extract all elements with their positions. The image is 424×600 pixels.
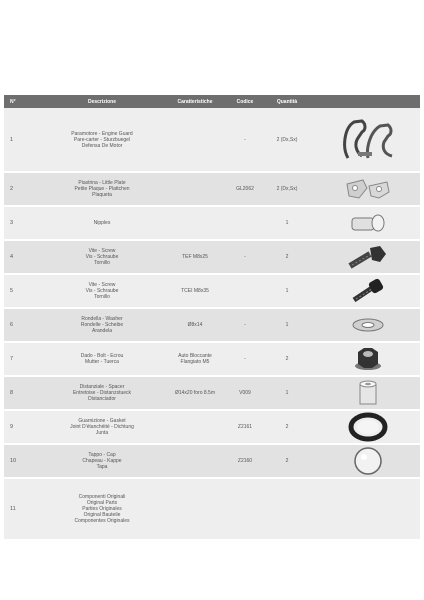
screw-icon bbox=[316, 241, 420, 273]
little-plate-icon bbox=[316, 173, 420, 205]
parts-table bbox=[4, 95, 420, 541]
table-row bbox=[4, 241, 420, 275]
row-number: 2 bbox=[10, 186, 14, 192]
row-number: 5 bbox=[10, 288, 14, 294]
washer-icon bbox=[316, 309, 420, 341]
row-description: Nipples bbox=[93, 220, 111, 226]
row-characteristics: Ø14x20 foro 8.5m bbox=[174, 390, 216, 396]
empty-image-cell bbox=[316, 479, 420, 539]
row-code: Z2160 bbox=[237, 458, 253, 464]
table-row bbox=[4, 207, 420, 241]
row-quantity: 2 (Dx,Sx) bbox=[276, 186, 298, 192]
row-quantity: 2 bbox=[285, 458, 289, 464]
row-characteristics: TEF M8x25 bbox=[182, 254, 208, 260]
row-quantity: 2 (Dx,Sx) bbox=[276, 136, 298, 143]
row-quantity: 2 bbox=[285, 424, 289, 430]
row-code: - bbox=[244, 136, 246, 143]
table-row bbox=[4, 275, 420, 309]
row-description: Guarnizione - Gasket Joint D'étanchéité - Dichtung Junta bbox=[70, 418, 134, 436]
row-description: Dado - Bolt - Ecrou Mutter - Tuerca bbox=[80, 353, 124, 365]
row-characteristics: Auto Bloccante Flangiato M5 bbox=[178, 353, 212, 365]
row-quantity: 2 bbox=[285, 356, 289, 362]
row-number: 7 bbox=[10, 356, 14, 362]
row-quantity: 1 bbox=[285, 390, 289, 396]
row-description: Vite - Screw Vis - Schraube Tornillo bbox=[85, 248, 119, 266]
row-description: Piastrina - Little Plate Petite Plaque - Plattchen Plaqueta bbox=[74, 180, 130, 198]
row-code: - bbox=[244, 322, 246, 328]
header-number: N° bbox=[10, 98, 16, 105]
header-characteristics: Caratteristiche bbox=[177, 98, 213, 105]
row-code: V009 bbox=[239, 390, 251, 396]
cap-icon bbox=[316, 445, 420, 477]
row-number: 6 bbox=[10, 322, 14, 328]
row-code: Z2161 bbox=[237, 424, 253, 430]
row-number: 1 bbox=[10, 136, 14, 143]
nipple-icon bbox=[316, 207, 420, 239]
row-number: 3 bbox=[10, 220, 14, 226]
row-description: Rondella - Washer Rondelle - Scheibe Arandela bbox=[80, 316, 124, 334]
table-row bbox=[4, 343, 420, 377]
row-number: 11 bbox=[10, 506, 16, 512]
table-row bbox=[4, 309, 420, 343]
row-code: - bbox=[244, 356, 246, 362]
row-description: Componenti Originali Original Parts Parties Originales Original Bauteile Componentes Originales bbox=[74, 494, 130, 524]
table-row bbox=[4, 173, 420, 207]
table-row bbox=[4, 377, 420, 411]
header-description: Descrizione bbox=[87, 98, 117, 105]
row-quantity: 1 bbox=[285, 220, 289, 226]
engine-guard-icon bbox=[316, 108, 420, 171]
row-number: 4 bbox=[10, 254, 14, 260]
header-quantity: Quantità bbox=[276, 98, 298, 105]
row-characteristics: TCEI M8x35 bbox=[181, 288, 209, 294]
row-description: Tappo - Cap Chapeau - Kappe Tapa bbox=[82, 452, 122, 470]
row-code: GL2062 bbox=[236, 186, 254, 192]
socket-screw-icon bbox=[316, 275, 420, 307]
row-quantity: 1 bbox=[285, 322, 289, 328]
row-quantity: 2 bbox=[285, 254, 289, 260]
table-row bbox=[4, 108, 420, 173]
row-description: Distanziale - Spacer Entretoise - Distanzstueck Distanciador bbox=[72, 384, 132, 402]
header-code: Codice bbox=[236, 98, 254, 105]
row-number: 9 bbox=[10, 424, 14, 430]
table-row bbox=[4, 445, 420, 479]
row-description: Vite - Screw Vis - Schraube Tornillo bbox=[85, 282, 119, 300]
row-description: Paramotore - Engine Guard Pare-carter - Sturzbuegel Defensa De Motor bbox=[71, 130, 133, 149]
table-header bbox=[4, 95, 420, 108]
nut-icon bbox=[316, 343, 420, 375]
table-row bbox=[4, 411, 420, 445]
row-number: 10 bbox=[10, 458, 17, 464]
row-number: 8 bbox=[10, 390, 14, 396]
row-quantity: 1 bbox=[285, 288, 289, 294]
spacer-icon bbox=[316, 377, 420, 409]
table-row bbox=[4, 479, 420, 541]
row-code: - bbox=[244, 254, 246, 260]
row-characteristics: Ø8x14 bbox=[187, 322, 203, 328]
gasket-icon bbox=[316, 411, 420, 443]
